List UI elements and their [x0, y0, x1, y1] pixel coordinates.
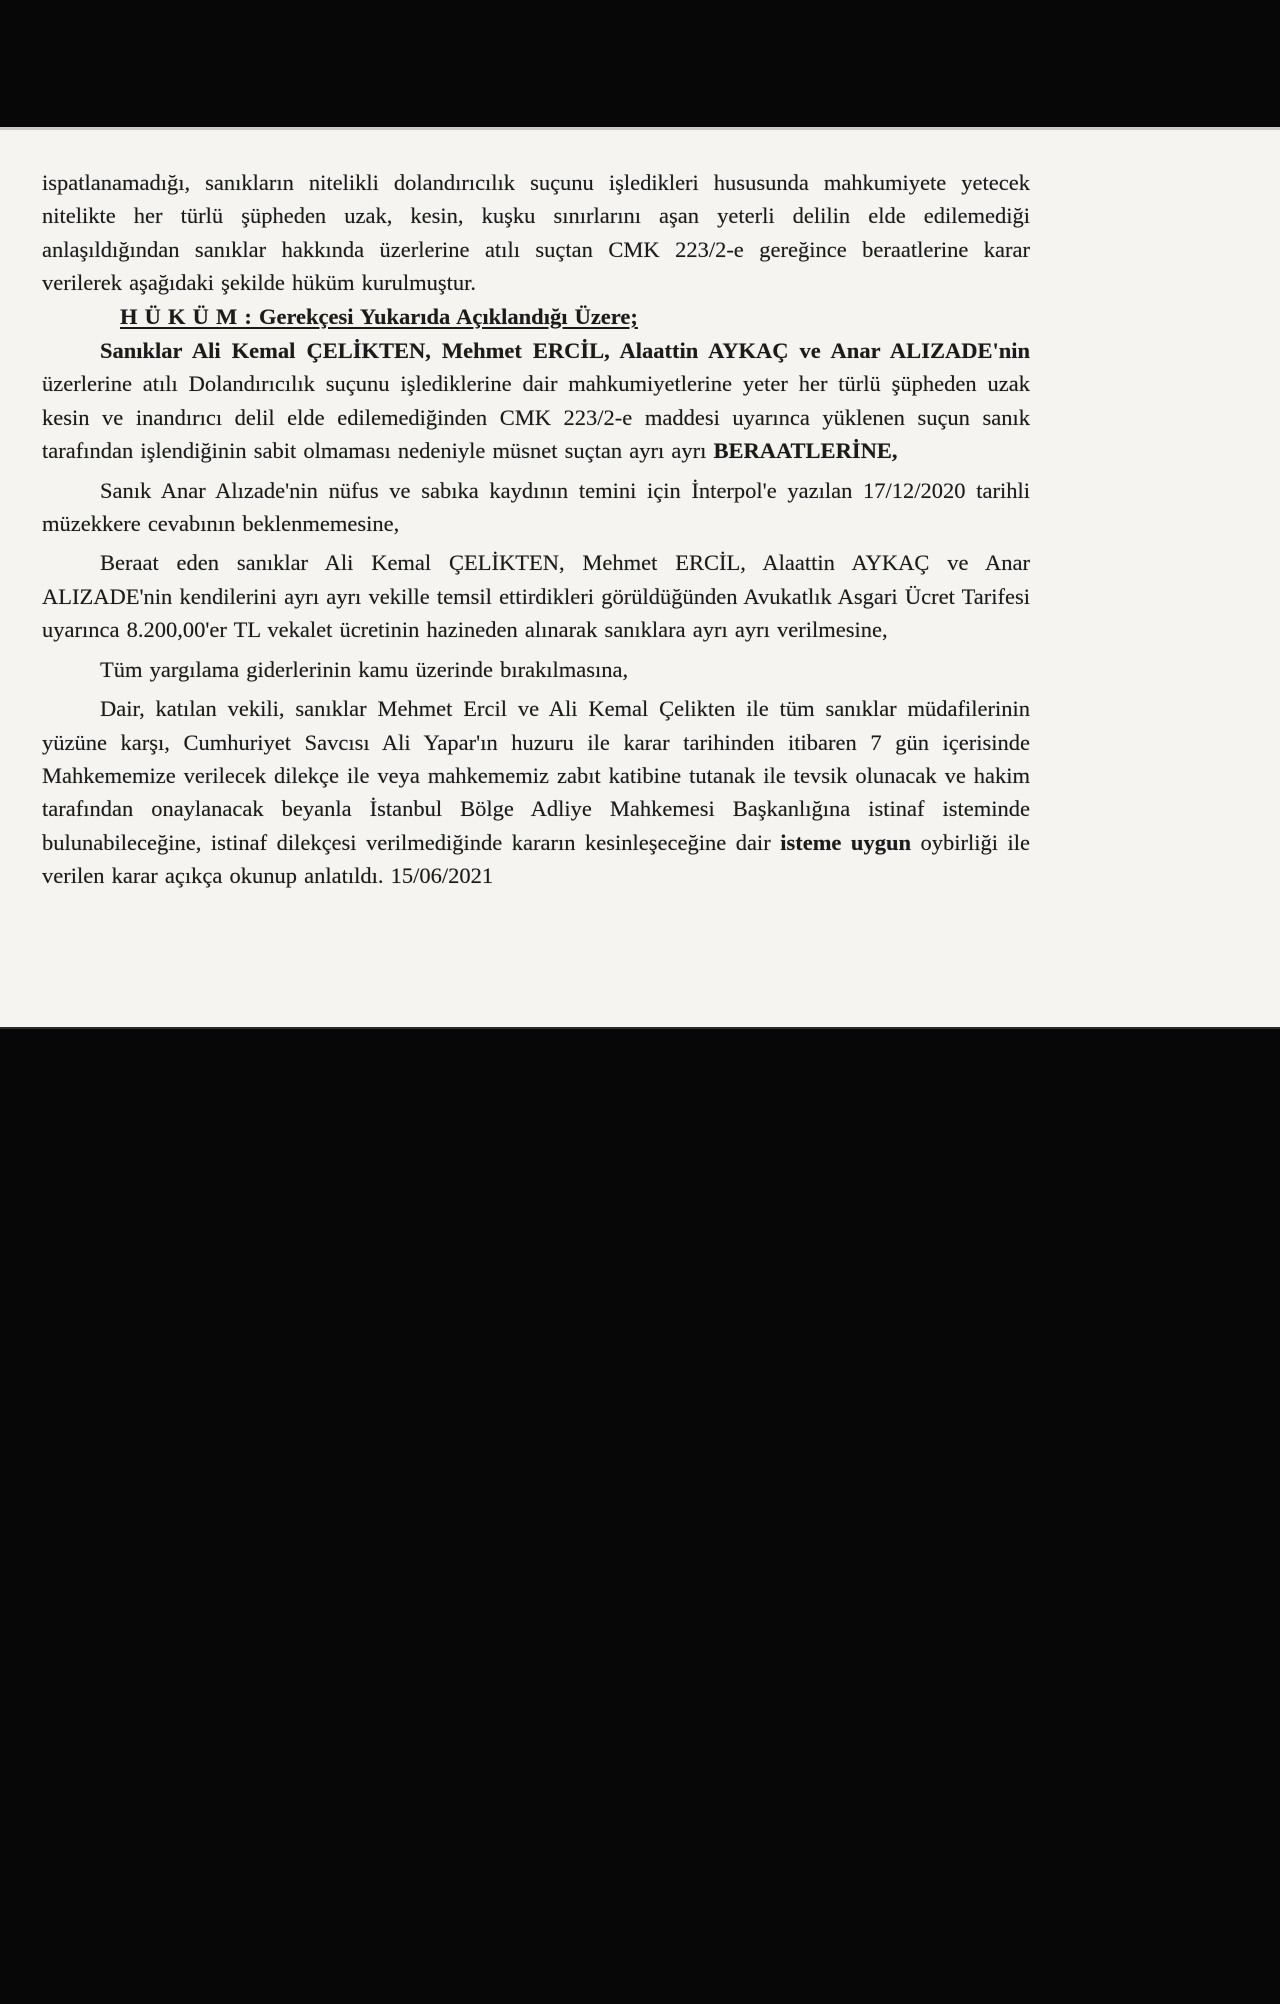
paragraph-continuation	[42, 166, 1030, 300]
text-run: Dair, katılan vekili, sanıklar Mehmet Ercil ve Ali Kemal Çelikten ile tüm sanıklar müdafilerinin yüzüne karşı, Cumhuriyet Savcısı Ali Yapar'ın huzuru ile karar tarihinden itibaren 7 gün içerisinde Mahkememize verilecek dilekçe ile veya mahkememiz zabıt katibine tutanak ile tevsik olunacak ve hakim tarafından onaylanacak beyanla İstanbul Bölge Adliye Mahkemesi Başkanlığına istinaf isteminde bulunabileceğine, istinaf dilekçesi verilmediğinde kararın kesinleşeceğine dair	[42, 696, 1030, 855]
document-body	[42, 166, 1030, 893]
bottom-redaction-bar	[0, 1027, 1280, 2004]
court-decision-page	[0, 130, 1280, 1027]
text-run: ispatlanamadığı, sanıkların nitelikli dolandırıcılık suçunu işledikleri hususunda mahkumiyete yetecek nitelikte her türlü şüpheden uzak, kesin, kuşku sınırlarını aşan yeterli delilin elde edilemediği anlaşıldığından sanıklar hakkında üzerlerine atılı suçtan CMK 223/2-e gereğince beraatlerine karar verilerek aşağıdaki şekilde hüküm kurulmuştur.	[42, 170, 1030, 296]
top-redaction-bar	[0, 0, 1280, 130]
text-run: isteme uygun	[780, 829, 911, 855]
paragraph-interpol-muzekkere	[42, 474, 1030, 541]
text-run: Beraat eden sanıklar Ali Kemal ÇELİKTEN, Mehmet ERCİL, Alaattin AYKAÇ ve Anar ALIZADE'nin kendilerini ayrı ayrı vekille temsil ettirdikleri görüldüğünden Avukatlık Asgari Ücret Tarifesi uyarınca 8.200,00'er TL vekalet ücretinin hazineden alınarak sanıklara ayrı ayrı verilmesine,	[42, 550, 1030, 643]
paragraph-yargilama-giderleri	[42, 653, 1030, 686]
paragraph-hukum-heading	[42, 300, 1030, 333]
text-run: Tüm yargılama giderlerinin kamu üzerinde bırakılmasına,	[100, 656, 629, 682]
paragraph-istinaf-ve-karar	[42, 692, 1030, 892]
text-run: Sanık Anar Alızade'nin nüfus ve sabıka kaydının temini için İnterpol'e yazılan 17/12/2020 tarihli müzekkere cevabının beklenmemesine,	[42, 477, 1030, 537]
text-run: H Ü K Ü M : Gerekçesi Yukarıda Açıklandığı Üzere;	[120, 303, 638, 329]
text-run: üzerlerine atılı Dolandırıcılık suçunu işlediklerine dair mahkumiyetlerine yeter her türlü şüpheden uzak kesin ve inandırıcı delil elde edilemediğinden CMK 223/2-e maddesi uyarınca yüklenen suçun sanık tarafından işlendiğinin sabit olmaması nedeniyle müsnet suçtan ayrı ayrı	[42, 371, 1030, 464]
text-run: Sanıklar Ali Kemal ÇELİKTEN, Mehmet ERCİL, Alaattin AYKAÇ ve Anar ALIZADE'nin	[100, 338, 1030, 364]
text-run: oybirliği ile verilen karar açıkça okunup anlatıldı. 15/06/2021	[42, 829, 1030, 889]
paragraph-vekalet-ucreti	[42, 546, 1030, 646]
paragraph-beraat-karari	[42, 334, 1030, 468]
text-run: BERAATLERİNE,	[713, 438, 898, 464]
